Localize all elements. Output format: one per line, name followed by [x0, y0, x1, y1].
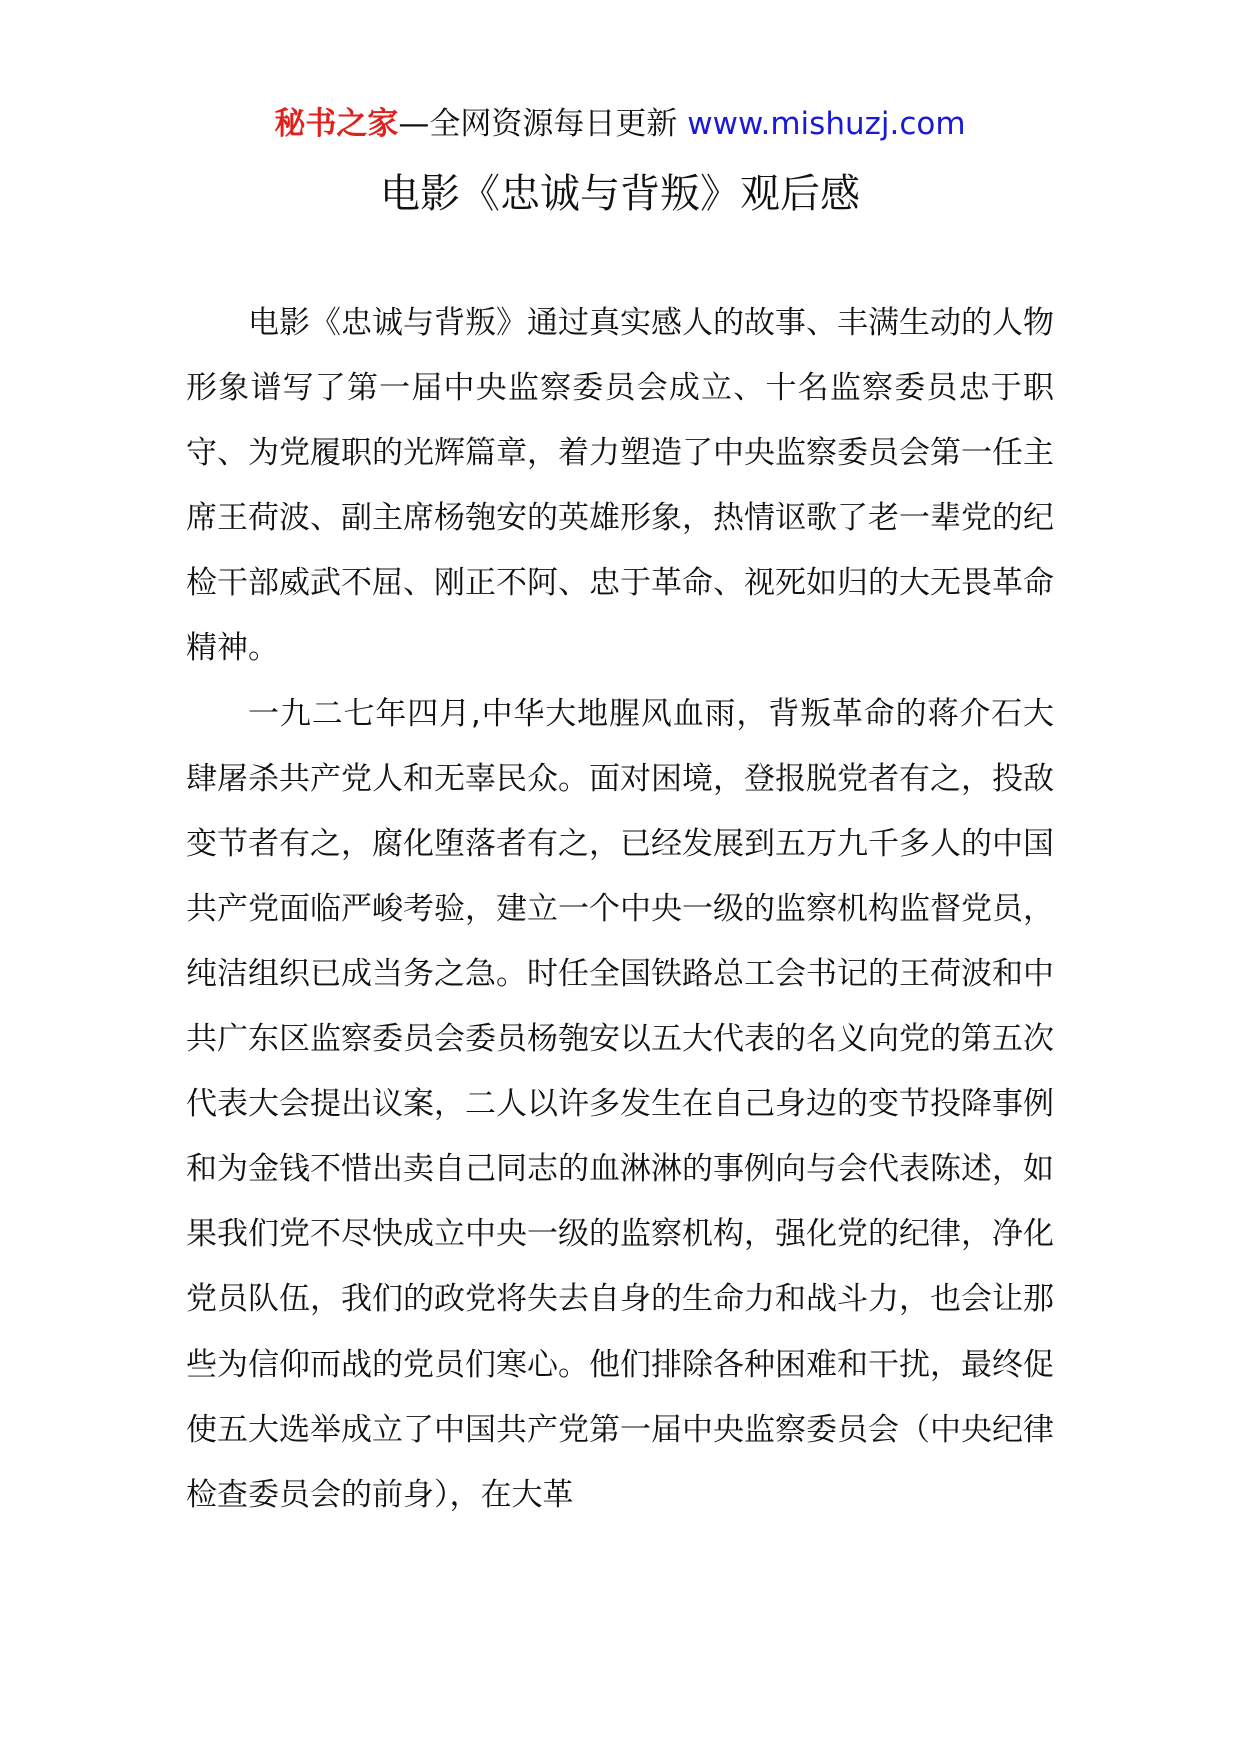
- document-body: [186, 291, 1054, 1528]
- body-paragraph: 电影《忠诚与背叛》通过真实感人的故事、丰满生动的人物形象谱写了第一届中央监察委员会成立、十名监察委员忠于职守、为党履职的光辉篇章，着力塑造了中央监察委员会第一任主席王荷波、副主席杨匏安的英雄形象，热情讴歌了老一辈党的纪检干部威武不屈、刚正不阿、忠于革命、视死如归的大无畏革命精神。: [186, 305, 1054, 667]
- site-url-link[interactable]: www.mishuzj.com: [687, 106, 966, 142]
- header-tagline: —全网资源每日更新: [398, 106, 688, 142]
- body-paragraph: 一九二七年四月,中华大地腥风血雨，背叛革命的蒋介石大肆屠杀共产党人和无辜民众。面对困境，登报脱党者有之，投敌变节者有之，腐化堕落者有之，已经发展到五万九千多人的中国共产党面临严峻考验，建立一个中央一级的监察机构监督党员，纯洁组织已成当务之急。时任全国铁路总工会书记的王荷波和中共广东区监察委员会委员杨匏安以五大代表的名义向党的第五次代表大会提出议案，二人以许多发生在自己身边的变节投降事例和为金钱不惜出卖自己同志的血淋淋的事例向与会代表陈述，如果我们党不尽快成立中央一级的监察机构，强化党的纪律，净化党员队伍，我们的政党将失去自身的生命力和战斗力，也会让那些为信仰而战的党员们寒心。他们排除各种困难和干扰，最终促使五大选举成立了中国共产党第一届中央监察委员会（中央纪律检查委员会的前身），在大革: [186, 695, 1054, 1513]
- document-title: 电影《忠诚与背叛》观后感: [380, 171, 860, 217]
- site-header: [0, 104, 1240, 144]
- brand-name: 秘书之家: [274, 106, 399, 142]
